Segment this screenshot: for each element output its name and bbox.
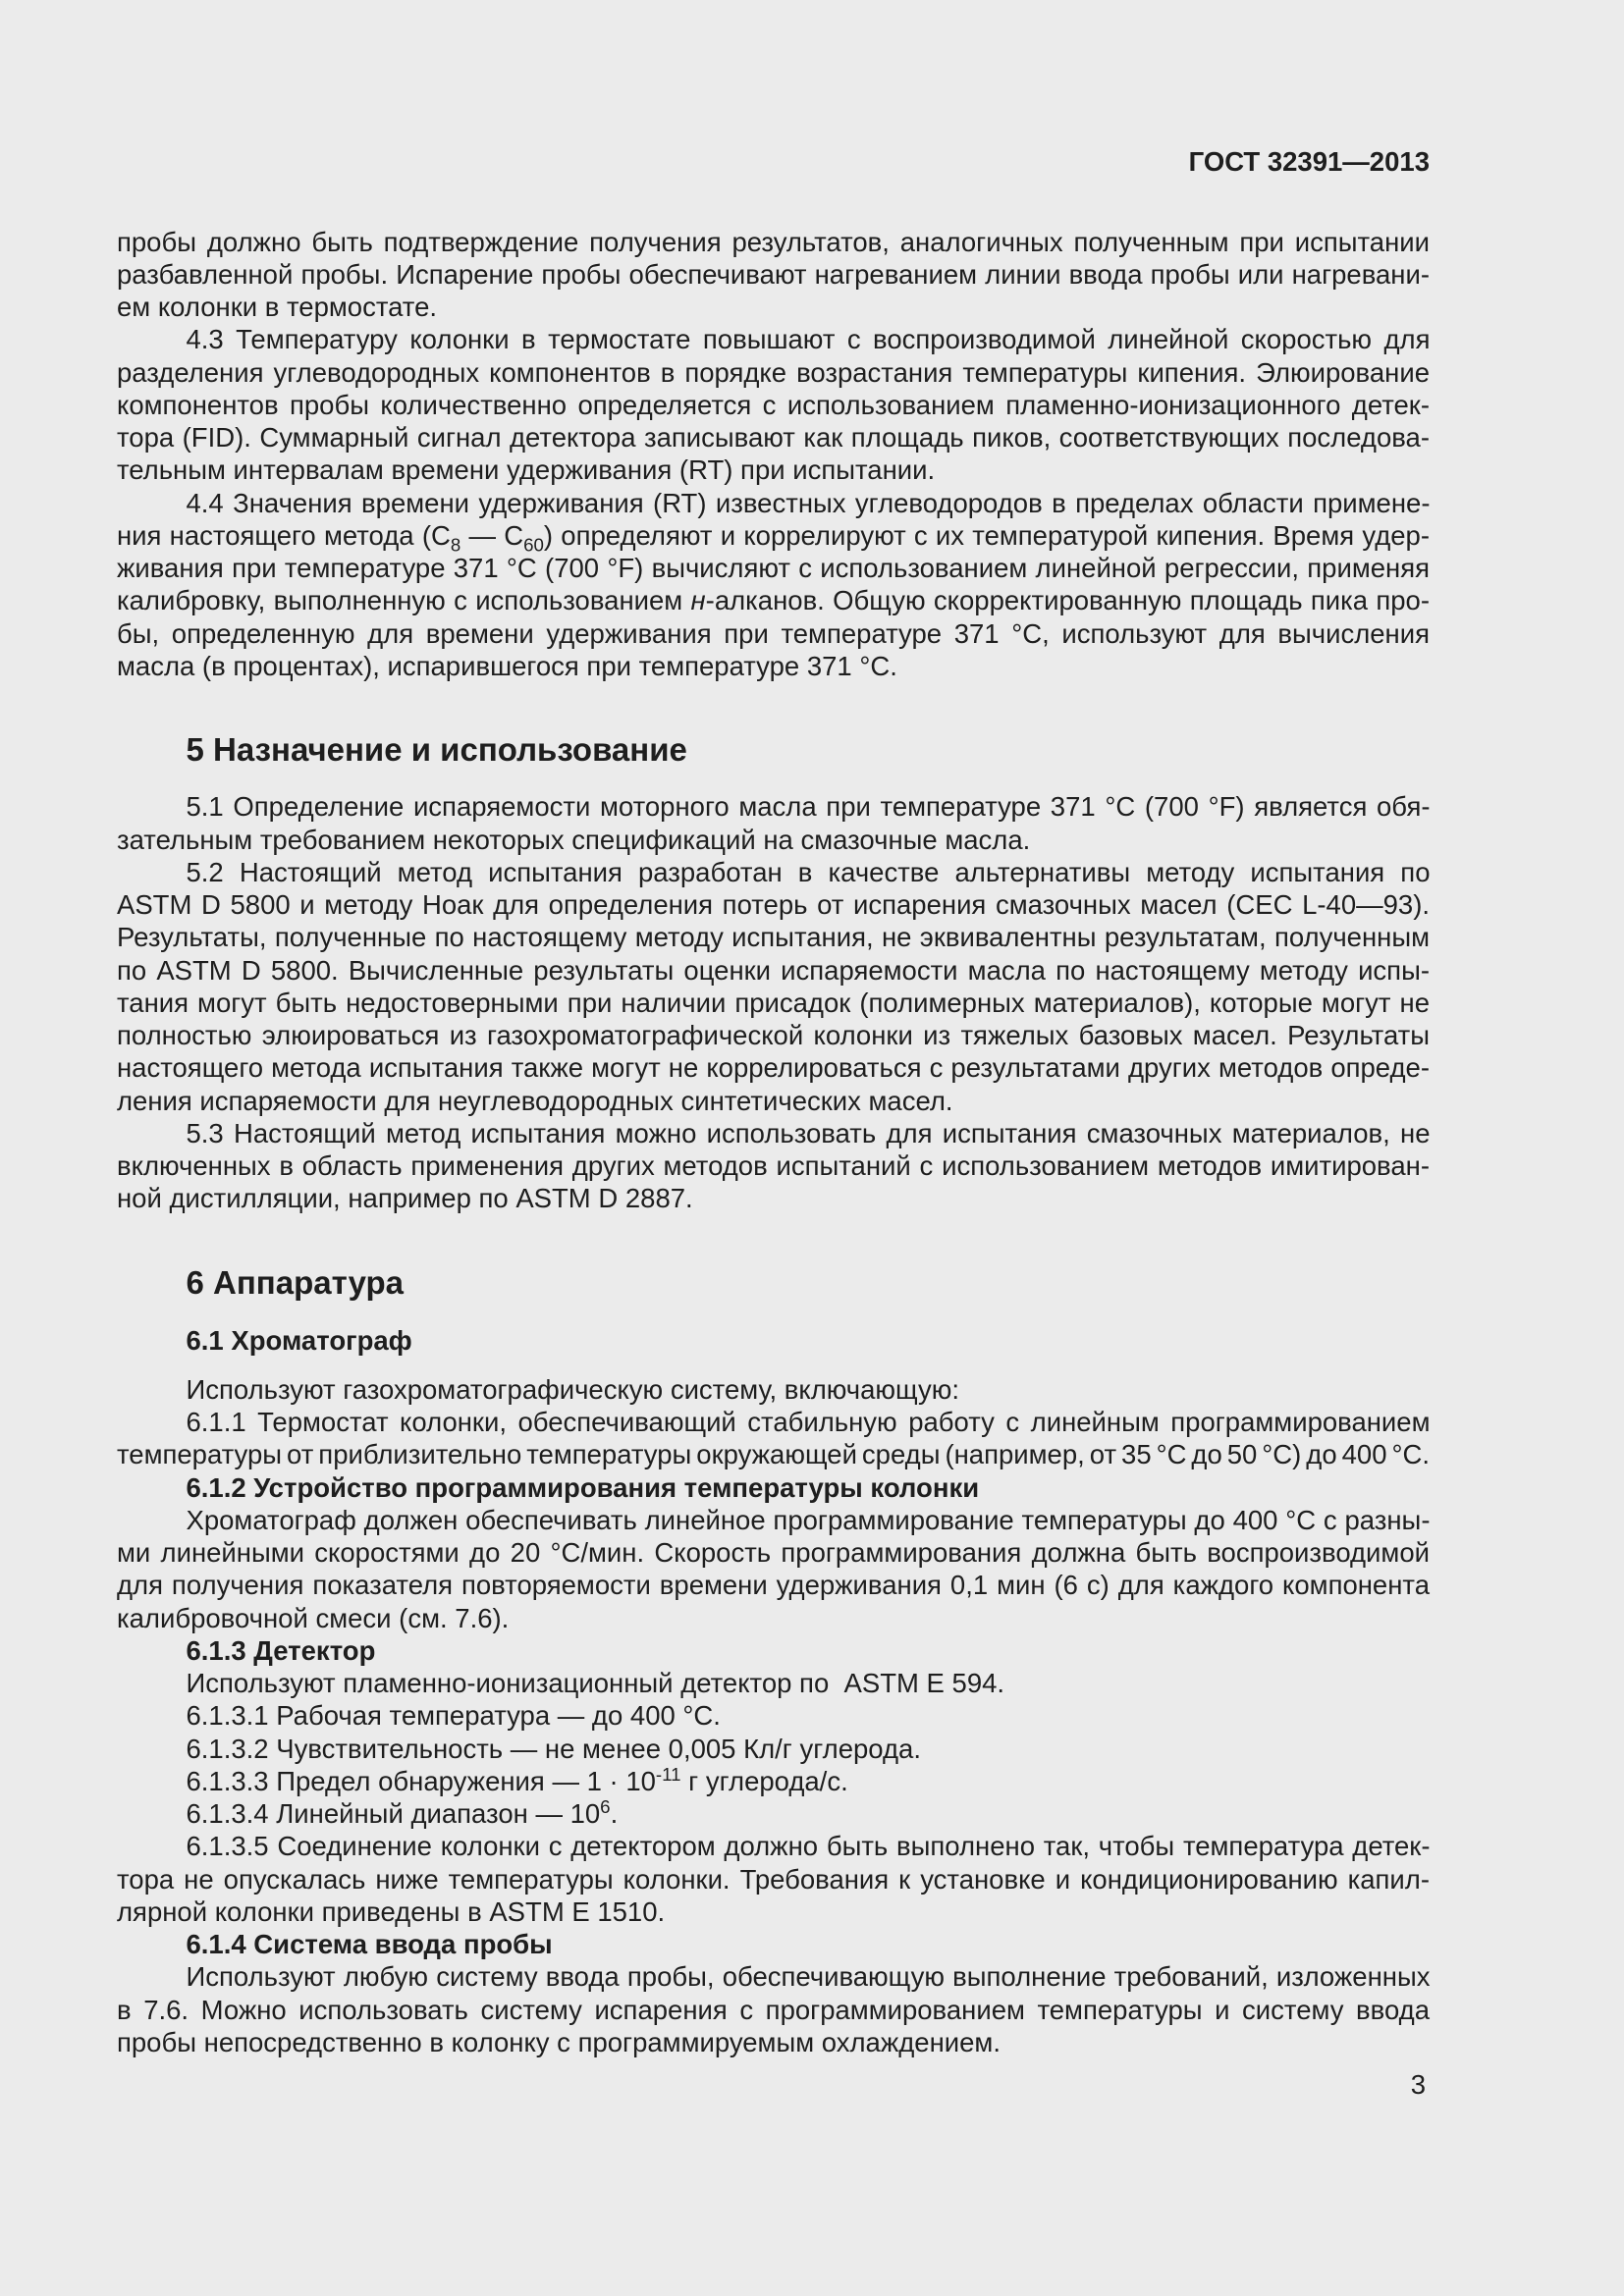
- text-line: 6.1.1 Термостат колонки, обеспечивающий стабильную работу с линейным программированием: [186, 1407, 1431, 1438]
- text-line: 5.1 Определение испаряемости моторного масла при температуре 371 °C (700 °F) является обя-: [186, 791, 1431, 823]
- text-line: тания могут быть недостоверными при наличии присадок (полимерных материалов), которые могут не: [117, 987, 1430, 1018]
- paragraph-continued: [117, 226, 1430, 324]
- clause-6-1-3-2: 6.1.3.2 Чувствительность — не менее 0,005 Кл/г углерода.: [186, 1733, 921, 1764]
- subscript: 60: [523, 534, 544, 556]
- clause-6-1-3-heading: 6.1.3 Детектор: [186, 1634, 376, 1666]
- text-run: .: [610, 1798, 619, 1830]
- text-line: лярной колонки приведены в ASTM E 1510.: [117, 1896, 666, 1927]
- text-run: 6.1.3.3 Предел обнаружения — 1 · 10: [186, 1765, 656, 1796]
- text-line: ной дистилляции, например по ASTM D 2887.: [117, 1183, 693, 1214]
- text-line: тора не опускалась ниже температуры колонки. Требования к установке и кондиционированию капил-: [117, 1863, 1430, 1895]
- text-line: масла (в процентах), испарившегося при температуре 371 °C.: [117, 650, 897, 681]
- italic-letter: н: [690, 585, 706, 616]
- clause-4-4: [117, 487, 1430, 683]
- clause-6-1-2-heading: 6.1.2 Устройство программирования температуры колонки: [186, 1471, 980, 1503]
- text-line: 5.3 Настоящий метод испытания можно использовать для испытания смазочных материалов, не: [186, 1117, 1431, 1148]
- text-line: для получения показателя повторяемости времени удерживания 0,1 мин (6 с) для каждого компонента: [117, 1570, 1430, 1601]
- text-line: температуры от приблизительно температуры окружающей среды (например, от 35 °C до 50 °C) до 400 °C.: [117, 1439, 1430, 1470]
- clause-5-3: [117, 1117, 1430, 1215]
- text-line: Хроматограф должен обеспечивать линейное программирование температуры до 400 °C с разны-: [186, 1504, 1431, 1535]
- text-run: г углерода/с.: [680, 1765, 848, 1796]
- clause-6-1-2: [117, 1471, 1430, 1634]
- clause-6-1-4: [117, 1928, 1430, 2058]
- text-line: ми линейными скоростями до 20 °C/мин. Скорость программирования должна быть воспроизводимой: [117, 1537, 1430, 1569]
- text-line: [117, 519, 1430, 556]
- clause-6-1-3: [117, 1634, 1430, 1928]
- text-line: в 7.6. Можно использовать систему испарения с программированием температуры и систему ввода: [117, 1994, 1430, 2025]
- text-line: пробы непосредственно в колонку с программируемым охлаждением.: [117, 2026, 1001, 2057]
- text-line: пробы должно быть подтверждение получения результатов, аналогичных полученным при испытании: [117, 226, 1430, 257]
- text-line: бы, определенную для времени удерживания при температуре 371 °C, используют для вычисления: [117, 617, 1430, 649]
- clause-5-1: [117, 790, 1430, 856]
- text-line: тора (FID). Суммарный сигнал детектора записывают как площадь пиков, соответствующих последова-: [117, 422, 1430, 454]
- text-line: включенных в область применения других методов испытаний с использованием методов имитирован-: [117, 1150, 1430, 1182]
- text-line: зательным требованием некоторых спецификаций на смазочные масла.: [117, 824, 1031, 855]
- text-run: калибровку, выполненную с использованием: [117, 585, 691, 616]
- document-standard-id: ГОСТ 32391—2013: [1188, 146, 1430, 177]
- text-line: ем колонки в термостате.: [117, 292, 438, 323]
- clause-6-1-4-heading: 6.1.4 Система ввода пробы: [186, 1929, 553, 1960]
- text-line: ASTM D 5800 и методу Ноак для определения потерь от испарения смазочных масел (CEC L-40—93).: [117, 889, 1430, 921]
- text-run: ) определяют и коррелируют с их температурой кипения. Время удер-: [543, 519, 1430, 551]
- subsection-6-1-heading: 6.1 Хроматограф: [186, 1325, 412, 1356]
- text-line: 6.1.3.5 Соединение колонки с детектором должно быть выполнено так, чтобы температура детек-: [186, 1831, 1431, 1862]
- text-line: 5.2 Настоящий метод испытания разработан в качестве альтернативы методу испытания по: [186, 856, 1431, 887]
- section-4-text: [117, 226, 1430, 683]
- clause-6-1-3-4: [187, 1797, 1431, 1830]
- clause-6-1-3-1: 6.1.3.1 Рабочая температура — до 400 °C.: [186, 1700, 721, 1732]
- text-line: 4.3 Температуру колонки в термостате повышают с воспроизводимой линейной скоростью для: [186, 324, 1431, 355]
- superscript: 6: [600, 1795, 611, 1817]
- text-line: 4.4 Значения времени удерживания (RT) известных углеводородов в пределах области примене-: [186, 487, 1431, 518]
- text-line: настоящего метода испытания также могут не коррелироваться с результатами других методов опреде-: [117, 1052, 1430, 1084]
- text-run: -алканов. Общую скорректированную площадь пика про-: [705, 585, 1430, 616]
- clause-4-3: [117, 323, 1430, 486]
- subsection-6-1-text: [117, 1373, 1430, 2058]
- text-line: Результаты, полученные по настоящему методу испытания, не эквивалентны результатам, полученным: [117, 922, 1430, 953]
- subsection-6-1-intro: Используют газохроматографическую систему, включающую:: [186, 1373, 959, 1405]
- superscript: -11: [655, 1763, 681, 1785]
- text-line: по ASTM D 5800. Вычисленные результаты оценки испаряемости масла по настоящему методу испы-: [117, 954, 1430, 986]
- section-6-heading: 6 Аппаратура: [186, 1263, 404, 1301]
- text-line: Используют любую систему ввода пробы, обеспечивающую выполнение требований, изложенных: [186, 1961, 1431, 1993]
- text-line: калибровочной смеси (см. 7.6).: [117, 1602, 510, 1633]
- text-line: разбавленной пробы. Испарение пробы обеспечивают нагреванием линии ввода пробы или нагревани-: [117, 258, 1430, 290]
- clause-6-1-3-3: [187, 1765, 1431, 1797]
- text-run: 6.1.3.4 Линейный диапазон — 10: [186, 1798, 601, 1830]
- clause-5-2: [117, 856, 1430, 1117]
- text-line: полностью элюироваться из газохроматографической колонки из тяжелых базовых масел. Результаты: [117, 1020, 1430, 1051]
- page-number: 3: [1410, 2069, 1426, 2100]
- text-run: ния настоящего метода (C: [117, 519, 451, 551]
- text-line: [117, 584, 1430, 616]
- text-line: разделения углеводородных компонентов в порядке возрастания температуры кипения. Элюирование: [117, 356, 1430, 388]
- subscript: 8: [450, 534, 461, 556]
- section-5-heading: 5 Назначение и использование: [186, 730, 687, 768]
- section-5-text: [117, 790, 1430, 1214]
- text-line: тельным интервалам времени удерживания (RT) при испытании.: [117, 454, 936, 486]
- clause-6-1-1: [117, 1406, 1430, 1471]
- text-line: компонентов пробы количественно определяется с использованием пламенно-ионизационного детек-: [117, 389, 1430, 420]
- text-run: — C: [460, 519, 524, 551]
- text-line: ления испаряемости для неуглеводородных синтетических масел.: [117, 1085, 953, 1116]
- text-line: живания при температуре 371 °C (700 °F) вычисляют с использованием линейной регрессии, применяя: [117, 553, 1430, 584]
- text-line: Используют пламенно-ионизационный детектор по ASTM E 594.: [186, 1668, 1005, 1699]
